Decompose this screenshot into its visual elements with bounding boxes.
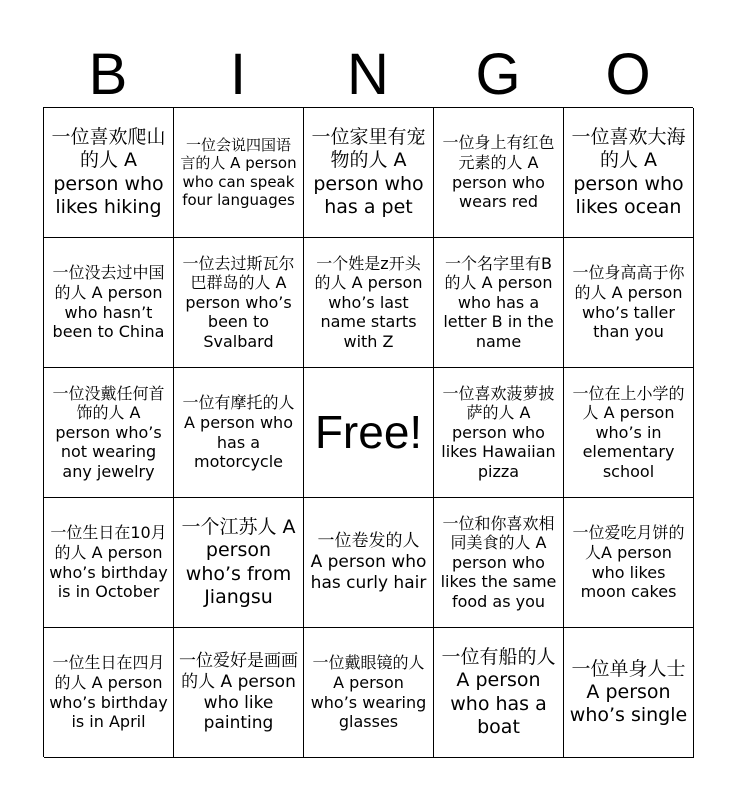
bingo-cell[interactable]: 一位爱好是画画的人 A person who like painting <box>174 628 304 758</box>
bingo-cell[interactable]: 一位爱吃月饼的人A person who likes moon cakes <box>564 498 694 628</box>
bingo-cell[interactable]: 一位没去过中国的人 A person who hasn’t been to China <box>44 238 174 368</box>
header-letter-o: O <box>605 42 651 107</box>
bingo-cell[interactable]: 一位会说四国语言的人 A person who can speak four languages <box>174 108 304 238</box>
bingo-cell[interactable]: 一个姓是z开头的人 A person who’s last name starts with Z <box>304 238 434 368</box>
bingo-cell[interactable]: 一位生日在四月的人 A person who’s birthday is in April <box>44 628 174 758</box>
bingo-cell[interactable]: 一位身上有红色元素的人 A person who wears red <box>434 108 564 238</box>
bingo-cell[interactable]: 一个江苏人 A person who’s from Jiangsu <box>174 498 304 628</box>
bingo-cell[interactable]: 一位去过斯瓦尔巴群岛的人 A person who’s been to Svalbard <box>174 238 304 368</box>
header-letter-n: N <box>347 42 389 107</box>
header-letter-b: B <box>88 42 128 107</box>
bingo-cell[interactable]: 一位在上小学的人 A person who’s in elementary school <box>564 368 694 498</box>
bingo-cell[interactable]: 一位家里有宠物的人 A person who has a pet <box>304 108 434 238</box>
bingo-board <box>43 107 693 757</box>
bingo-cell[interactable]: 一位有船的人 A person who has a boat <box>434 628 564 758</box>
bingo-cell[interactable]: 一个名字里有B的人 A person who has a letter B in the name <box>434 238 564 368</box>
bingo-cell[interactable]: 一位有摩托的人 A person who has a motorcycle <box>174 368 304 498</box>
free-space[interactable]: Free! <box>304 368 434 498</box>
bingo-cell[interactable]: 一位单身人士 A person who’s single <box>564 628 694 758</box>
bingo-cell[interactable]: 一位卷发的人 A person who has curly hair <box>304 498 434 628</box>
bingo-cell[interactable]: 一位身高高于你的人 A person who’s taller than you <box>564 238 694 368</box>
bingo-cell[interactable]: 一位戴眼镜的人 A person who’s wearing glasses <box>304 628 434 758</box>
bingo-cell[interactable]: 一位和你喜欢相同美食的人 A person who likes the same food as you <box>434 498 564 628</box>
bingo-cell[interactable]: 一位生日在10月的人 A person who’s birthday is in October <box>44 498 174 628</box>
bingo-cell[interactable]: 一位喜欢菠萝披萨的人 A person who likes Hawaiian pizza <box>434 368 564 498</box>
bingo-cell[interactable]: 一位喜欢爬山的人 A person who likes hiking <box>44 108 174 238</box>
header-letter-g: G <box>475 42 521 107</box>
bingo-cell[interactable]: 一位喜欢大海的人 A person who likes ocean <box>564 108 694 238</box>
bingo-cell[interactable]: 一位没戴任何首饰的人 A person who’s not wearing any jewelry <box>44 368 174 498</box>
header-letter-i: I <box>229 42 247 107</box>
bingo-header <box>43 42 693 108</box>
